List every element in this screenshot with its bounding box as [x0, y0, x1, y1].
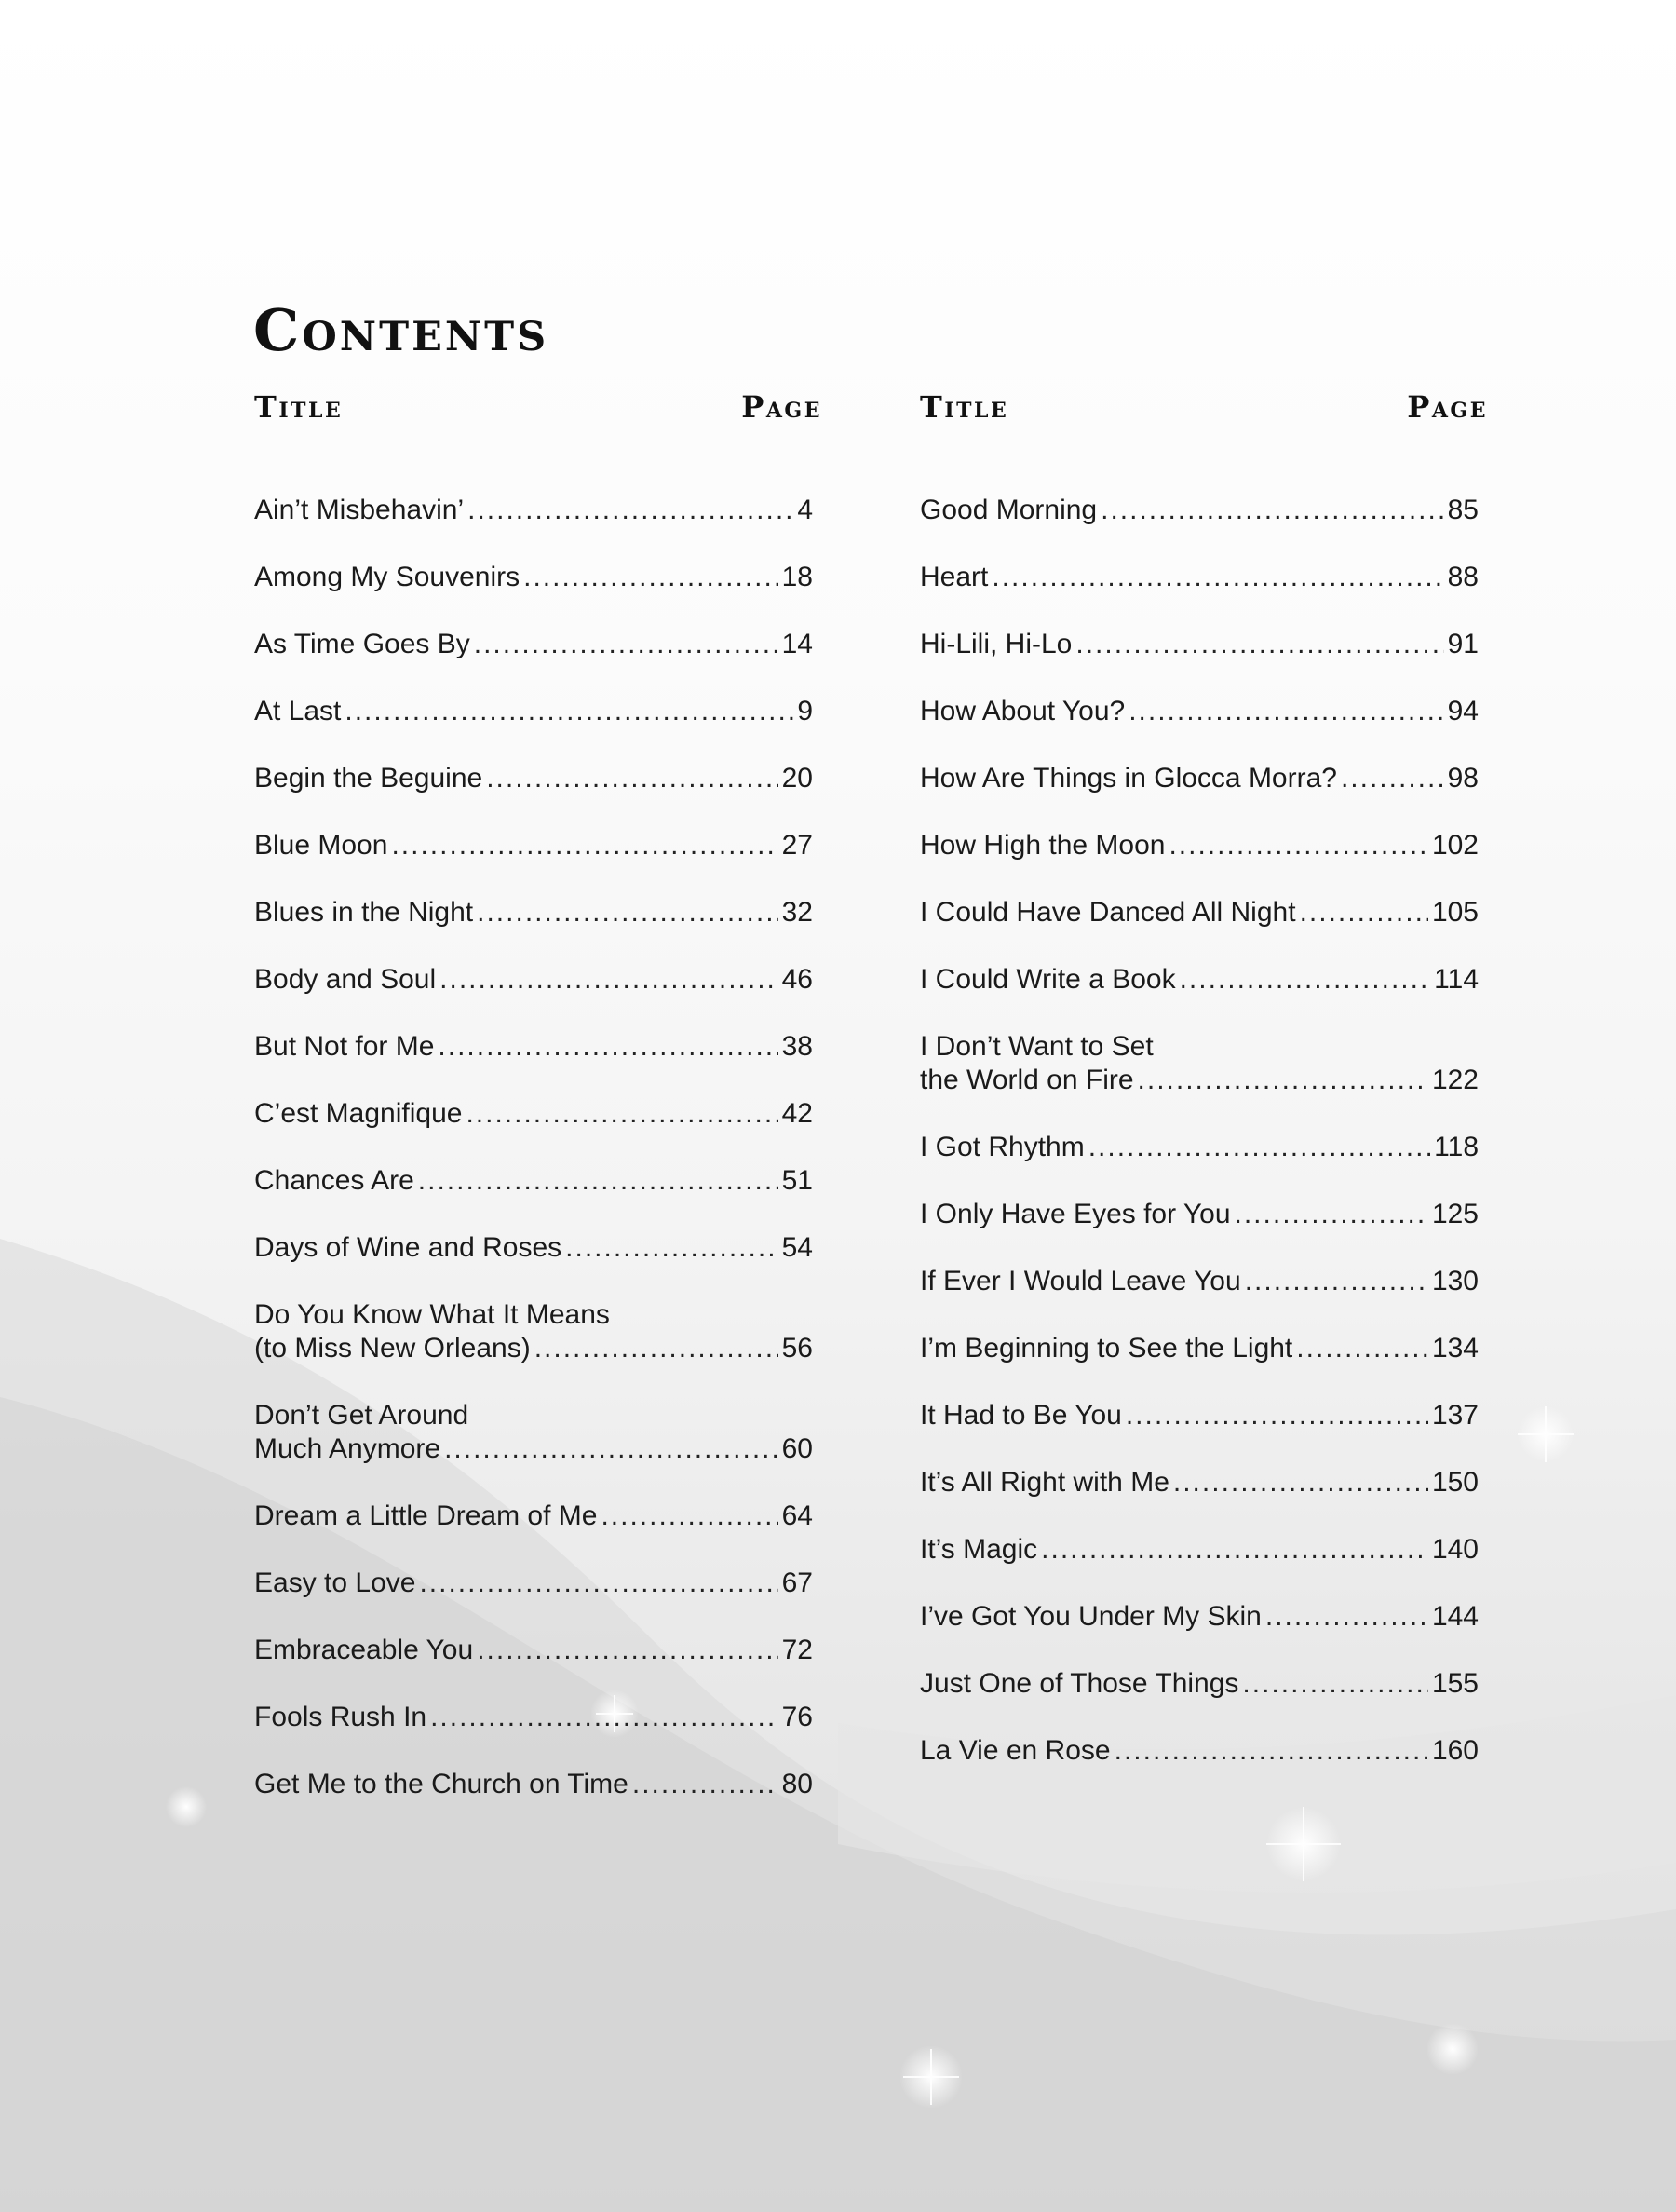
dot-leader: [477, 896, 777, 930]
entry-title: Ain’t Misbehavin’: [254, 495, 465, 525]
dot-leader: [391, 829, 777, 862]
entry-title: But Not for Me: [254, 1031, 435, 1062]
toc-entry: [920, 1198, 1479, 1231]
toc-entry: [920, 561, 1479, 594]
entry-page-number: 130: [1431, 1266, 1479, 1296]
column-page-label: Page: [741, 389, 822, 425]
toc-entry: [254, 896, 813, 930]
dot-leader: [992, 561, 1443, 594]
toc-entry: [254, 1701, 813, 1734]
entry-page-number: 76: [781, 1702, 813, 1732]
toc-entry: [254, 1030, 813, 1064]
entry-title: I Could Have Danced All Night: [920, 897, 1296, 928]
toc-entry: [254, 561, 813, 594]
entry-page-number: 20: [781, 763, 813, 794]
entry-page-number: 56: [781, 1333, 813, 1364]
entry-title: I Got Rhythm: [920, 1132, 1085, 1162]
entry-title: Much Anymore: [254, 1433, 441, 1464]
entry-page-number: 51: [781, 1165, 813, 1196]
dot-leader: [345, 695, 793, 728]
entry-title: the World on Fire: [920, 1065, 1134, 1095]
entry-page-number: 9: [797, 696, 813, 726]
dot-leader: [438, 1030, 777, 1064]
entry-page-number: 114: [1434, 964, 1479, 995]
entry-title: How High the Moon: [920, 830, 1166, 861]
dot-leader: [1169, 829, 1427, 862]
toc-entry: [254, 1298, 813, 1365]
dot-leader: [486, 762, 777, 795]
entry-title: As Time Goes By: [254, 629, 470, 659]
entry-page-number: 60: [781, 1433, 813, 1464]
entry-title: Fools Rush In: [254, 1702, 427, 1732]
toc-entry: [920, 1734, 1479, 1768]
toc-entry: [254, 1500, 813, 1533]
dot-leader: [1115, 1734, 1428, 1768]
entry-title: How Are Things in Glocca Morra?: [920, 763, 1337, 794]
toc-entry: [920, 1466, 1479, 1500]
entry-page-number: 150: [1431, 1467, 1479, 1498]
toc-entry: [254, 1097, 813, 1131]
toc-entry: [920, 896, 1479, 930]
dot-leader: [430, 1701, 778, 1734]
entry-title-line1: Do You Know What It Means: [254, 1299, 610, 1330]
entry-page-number: 98: [1447, 763, 1479, 794]
dot-leader: [1088, 1131, 1430, 1164]
toc-entry: [920, 1399, 1479, 1432]
dot-leader: [1341, 762, 1444, 795]
toc-entry: [254, 628, 813, 661]
entry-page-number: 118: [1434, 1132, 1479, 1162]
entry-title: Days of Wine and Roses: [254, 1232, 562, 1263]
entry-title: Get Me to the Church on Time: [254, 1769, 628, 1799]
entry-page-number: 125: [1431, 1199, 1479, 1229]
column-title-label: Title: [920, 389, 1009, 425]
toc-entry: [920, 1533, 1479, 1567]
entry-title: Blues in the Night: [254, 897, 474, 928]
toc-entry: [254, 963, 813, 997]
dot-leader: [1129, 695, 1443, 728]
dot-leader: [1138, 1064, 1428, 1097]
dot-leader: [1173, 1466, 1428, 1500]
entry-list: [254, 494, 813, 1801]
dot-leader: [466, 1097, 777, 1131]
entry-title: Hi-Lili, Hi-Lo: [920, 629, 1073, 659]
entry-page-number: 18: [781, 562, 813, 592]
entry-page-number: 102: [1431, 830, 1479, 861]
entry-page-number: 54: [781, 1232, 813, 1263]
dot-leader: [1242, 1667, 1428, 1701]
entry-title: Just One of Those Things: [920, 1668, 1239, 1699]
toc-entry: [254, 762, 813, 795]
dot-leader: [1235, 1198, 1428, 1231]
entry-page-number: 122: [1431, 1065, 1479, 1095]
entry-title: I Only Have Eyes for You: [920, 1199, 1231, 1229]
entry-title: Begin the Beguine: [254, 763, 483, 794]
entry-title: Heart: [920, 562, 989, 592]
entry-page-number: 72: [781, 1635, 813, 1665]
entry-page-number: 88: [1447, 562, 1479, 592]
entry-title: I’m Beginning to See the Light: [920, 1333, 1293, 1364]
toc-entry: [254, 1768, 813, 1801]
entry-title: (to Miss New Orleans): [254, 1333, 531, 1364]
toc-entry: [254, 1399, 813, 1466]
toc-entry: [920, 829, 1479, 862]
entry-title: Embraceable You: [254, 1635, 474, 1665]
entry-page-number: 94: [1447, 696, 1479, 726]
dot-leader: [444, 1432, 778, 1466]
entry-page-number: 144: [1431, 1601, 1479, 1632]
entry-page-number: 64: [781, 1500, 813, 1531]
entry-page-number: 160: [1431, 1735, 1479, 1766]
toc-entry: [920, 762, 1479, 795]
entry-page-number: 67: [781, 1567, 813, 1598]
dot-leader: [523, 561, 778, 594]
entry-page-number: 91: [1447, 629, 1479, 659]
dot-leader: [1101, 494, 1444, 527]
entry-title-line1: Don’t Get Around: [254, 1400, 469, 1431]
dot-leader: [601, 1500, 777, 1533]
dot-leader: [439, 963, 777, 997]
dot-leader: [1300, 896, 1428, 930]
entry-title: Among My Souvenirs: [254, 562, 520, 592]
column-title-label: Title: [254, 389, 344, 425]
entry-title: Dream a Little Dream of Me: [254, 1500, 598, 1531]
entry-title: I Could Write a Book: [920, 964, 1176, 995]
toc-entry: [254, 1231, 813, 1265]
entry-page-number: 137: [1431, 1400, 1479, 1431]
dot-leader: [565, 1231, 777, 1265]
toc-entry: [254, 829, 813, 862]
entry-page-number: 27: [781, 830, 813, 861]
toc-entry: [254, 1567, 813, 1600]
entry-title: It’s Magic: [920, 1534, 1038, 1565]
toc-entry: [920, 1030, 1479, 1097]
entry-title: At Last: [254, 696, 342, 726]
entry-page-number: 140: [1431, 1534, 1479, 1565]
entry-title: C’est Magnifique: [254, 1098, 463, 1129]
toc-entry: [254, 494, 813, 527]
contents-column-right: [920, 389, 1488, 1801]
entry-page-number: 4: [797, 495, 813, 525]
dot-leader: [418, 1164, 778, 1198]
entry-page-number: 14: [781, 629, 813, 659]
dot-leader: [1180, 963, 1431, 997]
entry-title-line1: I Don’t Want to Set: [920, 1031, 1154, 1062]
toc-entry: [254, 1634, 813, 1667]
dot-leader: [1296, 1332, 1428, 1365]
column-page-label: Page: [1407, 389, 1488, 425]
toc-entry: [254, 695, 813, 728]
dot-leader: [632, 1768, 778, 1801]
entry-page-number: 38: [781, 1031, 813, 1062]
dot-leader: [1041, 1533, 1428, 1567]
entry-title: Good Morning: [920, 495, 1098, 525]
toc-entry: [920, 963, 1479, 997]
dot-leader: [1265, 1600, 1428, 1634]
entry-page-number: 134: [1431, 1333, 1479, 1364]
entry-page-number: 46: [781, 964, 813, 995]
entry-page-number: 32: [781, 897, 813, 928]
entry-title: Chances Are: [254, 1165, 414, 1196]
dot-leader: [419, 1567, 777, 1600]
entry-page-number: 80: [781, 1769, 813, 1799]
dot-leader: [534, 1332, 778, 1365]
toc-entry: [920, 1332, 1479, 1365]
toc-entry: [920, 1131, 1479, 1164]
dot-leader: [474, 628, 778, 661]
entry-title: If Ever I Would Leave You: [920, 1266, 1241, 1296]
toc-entry: [920, 628, 1479, 661]
entry-title: Easy to Love: [254, 1567, 416, 1598]
entry-title: La Vie en Rose: [920, 1735, 1111, 1766]
entry-list: [920, 494, 1488, 1768]
entry-title: How About You?: [920, 696, 1126, 726]
entry-page-number: 42: [781, 1098, 813, 1129]
column-header: [920, 389, 1488, 427]
entry-title: It’s All Right with Me: [920, 1467, 1169, 1498]
entry-title: I’ve Got You Under My Skin: [920, 1601, 1262, 1632]
column-header: [254, 389, 822, 427]
toc-entry: [920, 1265, 1479, 1298]
toc-entry: [920, 494, 1479, 527]
dot-leader: [477, 1634, 777, 1667]
toc-entry: [254, 1164, 813, 1198]
entry-page-number: 85: [1447, 495, 1479, 525]
entry-page-number: 155: [1431, 1668, 1479, 1699]
dot-leader: [1075, 628, 1443, 661]
entry-title: Body and Soul: [254, 964, 437, 995]
dot-leader: [1126, 1399, 1428, 1432]
entry-page-number: 105: [1431, 897, 1479, 928]
toc-entry: [920, 695, 1479, 728]
entry-title: Blue Moon: [254, 830, 388, 861]
entry-title: It Had to Be You: [920, 1400, 1122, 1431]
toc-entry: [920, 1667, 1479, 1701]
contents-column-left: [254, 389, 822, 1835]
toc-entry: [920, 1600, 1479, 1634]
dot-leader: [1245, 1265, 1428, 1298]
dot-leader: [467, 494, 793, 527]
page-title: Contents: [253, 296, 549, 364]
